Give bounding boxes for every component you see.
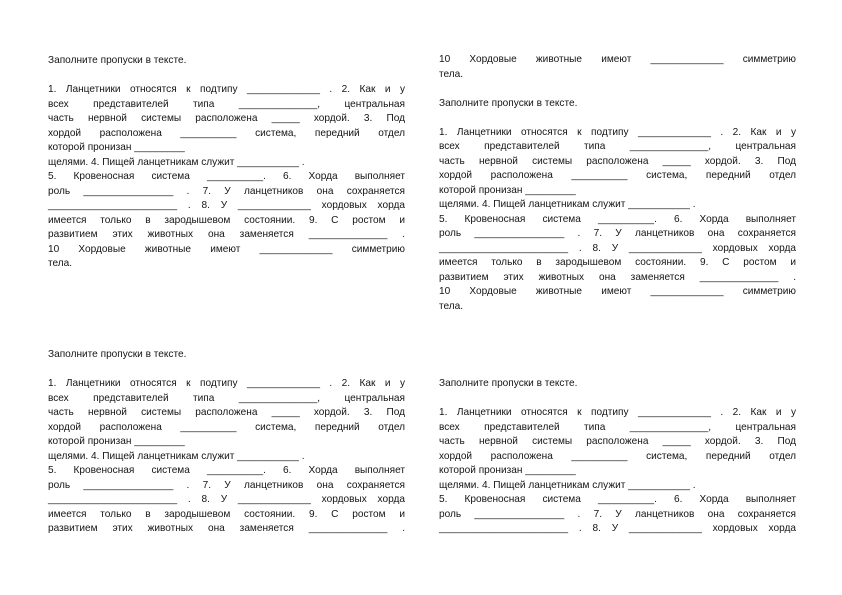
worksheet-text-line: тела. bbox=[48, 258, 73, 269]
worksheet-text-line: 10 Хордовые животные имеют _____________ симметрию bbox=[48, 243, 405, 255]
worksheet-heading: Заполните пропуски в тексте. bbox=[439, 378, 578, 389]
worksheet-text-line: _______________________ . 8. У _____________ хордовых хорда bbox=[48, 200, 405, 211]
worksheet-text-line: роль ________________ . 7. У ланцетников она сохраняется bbox=[48, 185, 405, 197]
blank-line bbox=[439, 111, 796, 126]
worksheet-text-line: которой пронизан _________ bbox=[439, 184, 576, 196]
worksheet-text-line: имеется только в зародышевом состоянии. 9. С ростом и bbox=[439, 257, 796, 268]
worksheet-text-line: 5. Кровеносная система __________. 6. Хорда выполняет bbox=[48, 171, 405, 182]
worksheet-text-line: щелями. 4. Пищей ланцетникам служит ___________ . bbox=[48, 450, 305, 462]
worksheet-heading: Заполните пропуски в тексте. bbox=[439, 97, 578, 109]
worksheet-text-line: _______________________ . 8. У _____________ хордовых хорда bbox=[439, 242, 796, 254]
worksheet-text-line: роль ________________ . 7. У ланцетников она сохраняется bbox=[48, 479, 405, 491]
worksheet-heading: Заполните пропуски в тексте. bbox=[48, 55, 187, 66]
worksheet-text-line: развитием этих животных она заменяется ______________ . bbox=[48, 523, 405, 534]
worksheet-text-line: 5. Кровеносная система __________. 6. Хорда выполняет bbox=[48, 465, 405, 476]
blank-line bbox=[439, 82, 796, 97]
worksheet-text-line: часть нервной системы расположена _____ хордой. 3. Под bbox=[48, 407, 405, 418]
worksheet-text-line: 1. Ланцетники относятся к подтипу _____________ . 2. Как и у bbox=[48, 84, 405, 95]
worksheet-text-line: хордой расположена __________ система, передний отдел bbox=[439, 170, 796, 181]
worksheet-bottom-right bbox=[439, 377, 796, 537]
worksheet-text-line: часть нервной системы расположена _____ хордой. 3. Под bbox=[48, 113, 405, 124]
worksheet-text-line: развитием этих животных она заменяется ______________ . bbox=[48, 229, 405, 240]
blank-line bbox=[439, 392, 796, 407]
worksheet-text-line: _______________________ . 8. У _____________ хордовых хорда bbox=[48, 494, 405, 505]
worksheet-text-line: щелями. 4. Пищей ланцетникам служит ___________ . bbox=[48, 156, 305, 168]
worksheet-text-line: 5. Кровеносная система __________. 6. Хорда выполняет bbox=[439, 213, 796, 225]
worksheet-text-line: имеется только в зародышевом состоянии. 9. С ростом и bbox=[48, 508, 405, 520]
worksheet-text-line: хордой расположена __________ система, передний отдел bbox=[439, 450, 796, 462]
worksheet-text-line: которой пронизан _________ bbox=[48, 436, 185, 447]
worksheet-text-line: всех представителей типа ______________, центральная bbox=[48, 98, 405, 110]
worksheet-text-line: которой пронизан _________ bbox=[48, 142, 185, 153]
worksheet-text-line: роль ________________ . 7. У ланцетников она сохраняется bbox=[439, 228, 796, 239]
worksheet-top-left bbox=[48, 54, 405, 272]
worksheet-text-line: развитием этих животных она заменяется ______________ . bbox=[439, 271, 796, 283]
worksheet-text-line: всех представителей типа ______________, центральная bbox=[48, 392, 405, 404]
worksheet-text-line: щелями. 4. Пищей ланцетникам служит ___________ . bbox=[439, 479, 696, 491]
worksheet-text-line: тела. bbox=[439, 300, 464, 312]
worksheet-text-line: 1. Ланцетники относятся к подтипу _____________ . 2. Как и у bbox=[48, 378, 405, 389]
worksheet-text-line: щелями. 4. Пищей ланцетникам служит ___________ . bbox=[439, 199, 696, 210]
blank-line bbox=[48, 363, 405, 378]
worksheet-text-line: 5. Кровеносная система __________. 6. Хорда выполняет bbox=[439, 494, 796, 505]
blank-line bbox=[48, 69, 405, 84]
worksheet-text-line: _______________________ . 8. У _____________ хордовых хорда bbox=[439, 523, 796, 534]
worksheet-text-line: часть нервной системы расположена _____ хордой. 3. Под bbox=[439, 436, 796, 447]
worksheet-text-line: всех представителей типа ______________, центральная bbox=[439, 421, 796, 433]
worksheet-bottom-left bbox=[48, 348, 405, 537]
worksheet-text-line: которой пронизан _________ bbox=[439, 465, 576, 476]
worksheet-text-line: хордой расположена __________ система, передний отдел bbox=[48, 421, 405, 433]
worksheet-text-line: имеется только в зародышевом состоянии. 9. С ростом и bbox=[48, 214, 405, 226]
worksheet-text-line: 1. Ланцетники относятся к подтипу _____________ . 2. Как и у bbox=[439, 126, 796, 138]
worksheet-text-line: 1. Ланцетники относятся к подтипу _____________ . 2. Как и у bbox=[439, 407, 796, 418]
worksheet-text-line: всех представителей типа ______________, центральная bbox=[439, 141, 796, 152]
worksheet-text-line: хордой расположена __________ система, передний отдел bbox=[48, 127, 405, 139]
worksheet-heading: 10 Хордовые животные имеют _____________ симметрию bbox=[439, 54, 796, 65]
worksheet-text-line: часть нервной системы расположена _____ хордой. 3. Под bbox=[439, 155, 796, 167]
worksheet-text-line: тела. bbox=[439, 68, 464, 80]
worksheet-text-line: 10 Хордовые животные имеют _____________ симметрию bbox=[439, 286, 796, 297]
worksheet-top-right bbox=[439, 53, 796, 314]
worksheet-text-line: роль ________________ . 7. У ланцетников она сохраняется bbox=[439, 508, 796, 520]
worksheet-heading: Заполните пропуски в тексте. bbox=[48, 349, 187, 360]
